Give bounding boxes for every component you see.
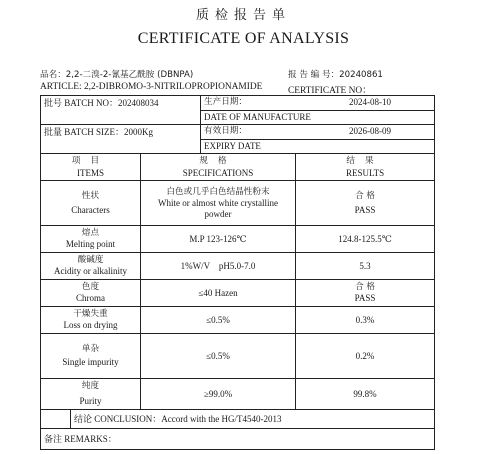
- batch-size-label: 批量 BATCH SIZE：: [44, 127, 125, 137]
- expiry-date-cell: [201, 125, 435, 154]
- title-chinese: 质检报告单: [195, 8, 291, 23]
- article-line: [40, 82, 460, 96]
- item-cell: [41, 253, 141, 280]
- item-zh: 色度: [81, 282, 100, 292]
- batch-number-label: 批号 BATCH NO：: [44, 98, 119, 108]
- spec-cell: ≤0.5%: [141, 334, 296, 379]
- expiry-date: 2026-08-09: [349, 126, 392, 136]
- item-en: Melting point: [65, 239, 116, 249]
- item-en: Chroma: [76, 293, 105, 303]
- result-cell: 5.3: [296, 253, 435, 280]
- article-name: ARTICLE: 2,2-DIBROMO-3-NITRILOPROPIONAMIDE: [40, 82, 263, 92]
- result-cell: 99.8%: [296, 379, 435, 410]
- manufacture-date-label-en: DATE OF MANUFACTURE: [201, 110, 434, 124]
- table-row: [41, 280, 435, 307]
- batch-size: 2000Kg: [124, 127, 154, 137]
- result-en: PASS: [354, 293, 376, 303]
- result-zh: 合 格: [355, 282, 375, 292]
- item-zh: 纯度: [81, 381, 100, 391]
- table-row: [41, 379, 435, 410]
- spec-cell: ≥99.0%: [141, 379, 296, 410]
- manufacture-date-cell: [201, 96, 435, 125]
- expiry-date-label: 有效日期：: [204, 126, 247, 136]
- table-row: [41, 226, 435, 253]
- spec-zh: 白色或几乎白色结晶性粉末: [166, 186, 270, 197]
- spec-en: White or almost white crystalline powder: [158, 197, 278, 219]
- spec-cell: ≤40 Hazen: [141, 280, 296, 307]
- items-header-en: ITEMS: [77, 168, 104, 178]
- results-header-en: RESULTS: [345, 168, 385, 178]
- column-header-row: [41, 154, 435, 181]
- batch-row: [41, 96, 435, 125]
- remarks: 备注 REMARKS：: [41, 429, 435, 450]
- product-line: [40, 68, 460, 80]
- spec-header-en: SPECIFICATIONS: [182, 168, 254, 178]
- results-header-zh: 结果: [346, 156, 384, 166]
- item-zh: 酸碱度: [77, 255, 104, 265]
- spec-cell: M.P 123-126℃: [141, 226, 296, 253]
- manufacture-date: 2024-08-10: [349, 97, 392, 107]
- item-cell: [41, 379, 141, 410]
- spec-cell: [141, 181, 296, 226]
- item-en: Characters: [71, 204, 110, 215]
- manufacture-date-label: 生产日期：: [204, 97, 247, 107]
- item-cell: [41, 307, 141, 334]
- item-zh: 单杂: [81, 344, 100, 354]
- result-cell: [296, 280, 435, 307]
- analysis-table: [40, 95, 435, 450]
- result-cell: 124.8-125.5℃: [296, 226, 435, 253]
- items-header: [41, 154, 141, 181]
- item-cell: [41, 181, 141, 226]
- item-en: Loss on drying: [63, 320, 118, 330]
- spec-header-zh: 规格: [199, 156, 237, 166]
- conclusion-row: [41, 410, 435, 429]
- item-cell: [41, 334, 141, 379]
- item-cell: [41, 280, 141, 307]
- table-row: [41, 334, 435, 379]
- item-zh: 性状: [81, 190, 100, 201]
- spec-header: [141, 154, 296, 181]
- table-row: [41, 181, 435, 226]
- remarks-row: [41, 429, 435, 450]
- item-en: Single impurity: [62, 357, 119, 367]
- batch-size-row: [41, 125, 435, 154]
- table-row: [41, 253, 435, 280]
- batch-number-cell: [41, 96, 201, 125]
- item-cell: [41, 226, 141, 253]
- batch-size-cell: [41, 125, 201, 154]
- batch-number: 202408034: [118, 98, 159, 108]
- certificate-number-label: CERTIFICATE NO：: [288, 86, 372, 96]
- spec-cell: ≤0.5%: [141, 307, 296, 334]
- item-en: Acidity or alkalinity: [54, 266, 127, 276]
- conclusion: 结论 CONCLUSION：Accord with the HG/T4540-2013: [71, 410, 435, 429]
- title-english: CERTIFICATE OF ANALYSIS: [137, 30, 350, 47]
- result-cell: 0.3%: [296, 307, 435, 334]
- results-header: [296, 154, 435, 181]
- spec-cell: 1%W/V pH5.0-7.0: [141, 253, 296, 280]
- result-cell: [296, 181, 435, 226]
- items-header-zh: 项目: [71, 156, 110, 166]
- result-zh: 合 格: [355, 190, 375, 201]
- table-row: [41, 307, 435, 334]
- result-en: PASS: [354, 204, 376, 215]
- result-cell: 0.2%: [296, 334, 435, 379]
- item-zh: 熔点: [81, 228, 100, 238]
- expiry-date-label-en: EXPIRY DATE: [201, 139, 434, 153]
- item-en: Purity: [79, 396, 102, 406]
- item-zh: 干燥失重: [73, 309, 108, 319]
- product-name: 品名：2,2-二溴-2-氰基乙酰胺 (DBNPA): [40, 70, 194, 80]
- report-number: 报 告 编 号：20240861: [288, 70, 383, 80]
